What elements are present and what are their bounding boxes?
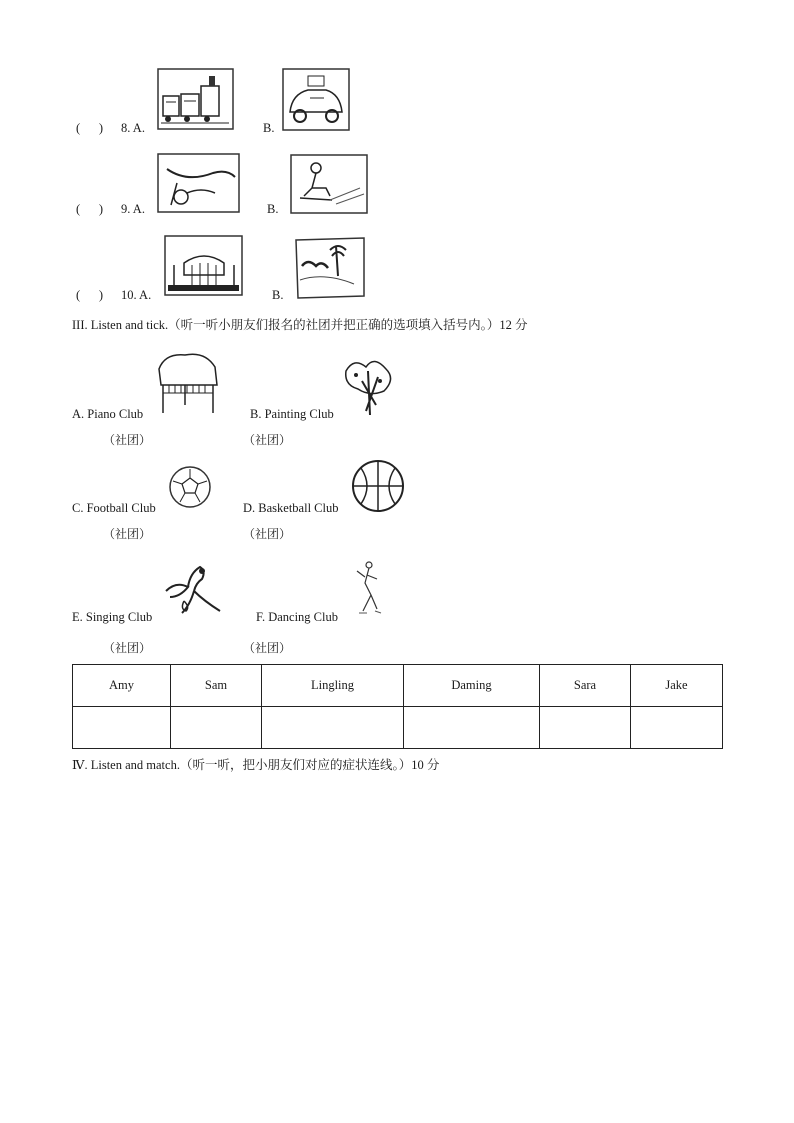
football-picture	[167, 464, 213, 510]
swimming-picture	[157, 153, 240, 213]
table-header-cell: Lingling	[262, 665, 404, 707]
club-b-note: （社团）	[243, 433, 292, 447]
club-d-note: （社团）	[243, 527, 292, 541]
question-8-option-a-label: 8. A.	[121, 121, 145, 135]
question-10-option-a-label: 10. A.	[121, 288, 152, 302]
answer-cell-lingling[interactable]	[262, 707, 404, 749]
table-answer-row	[73, 707, 723, 749]
singing-picture	[160, 561, 226, 619]
answer-paren-10[interactable]: ( )	[76, 288, 104, 302]
table-header-cell: Jake	[631, 665, 723, 707]
club-a-label: A. Piano Club	[72, 407, 144, 421]
answer-cell-jake[interactable]	[631, 707, 723, 749]
answer-cell-sara[interactable]	[540, 707, 631, 749]
skating-picture	[290, 154, 368, 214]
club-e-note: （社团）	[103, 641, 152, 655]
club-e-label: E. Singing Club	[72, 610, 153, 624]
answer-cell-amy[interactable]	[73, 707, 171, 749]
painting-picture	[340, 351, 398, 419]
club-c-note: （社团）	[103, 527, 152, 541]
section-4-heading: Ⅳ. Listen and match.（听一听，把小朋友们对应的症状连线。）10 分	[72, 758, 440, 772]
club-a-note: （社团）	[103, 433, 152, 447]
table-header-row	[73, 665, 723, 707]
answer-paren-8[interactable]: ( )	[76, 121, 104, 135]
dancing-picture	[351, 559, 383, 621]
table-header-cell: Amy	[73, 665, 171, 707]
table-header-cell: Sara	[540, 665, 631, 707]
question-9-option-b-label: B.	[267, 202, 279, 216]
section-3-heading: III. Listen and tick.（听一听小朋友们报名的社团并把正确的选项填入括号内。）12 分	[72, 318, 528, 332]
answer-cell-daming[interactable]	[404, 707, 540, 749]
question-10-option-b-label: B.	[272, 288, 284, 302]
club-f-note: （社团）	[243, 641, 292, 655]
basketball-picture	[351, 458, 405, 514]
beach-picture	[294, 236, 366, 299]
club-d-label: D. Basketball Club	[243, 501, 339, 515]
question-9-option-a-label: 9. A.	[121, 202, 145, 216]
answer-paren-9[interactable]: ( )	[76, 202, 104, 216]
table-header-cell: Sam	[171, 665, 262, 707]
great-hall-picture	[164, 235, 243, 296]
club-answer-table	[72, 664, 723, 749]
club-c-label: C. Football Club	[72, 501, 156, 515]
piano-picture	[155, 349, 221, 419]
club-f-label: F. Dancing Club	[256, 610, 338, 624]
car-picture	[282, 68, 350, 131]
answer-cell-sam[interactable]	[171, 707, 262, 749]
table-header-cell: Daming	[404, 665, 540, 707]
question-8-option-b-label: B.	[263, 121, 275, 135]
club-b-label: B. Painting Club	[250, 407, 334, 421]
train-picture	[157, 68, 234, 130]
